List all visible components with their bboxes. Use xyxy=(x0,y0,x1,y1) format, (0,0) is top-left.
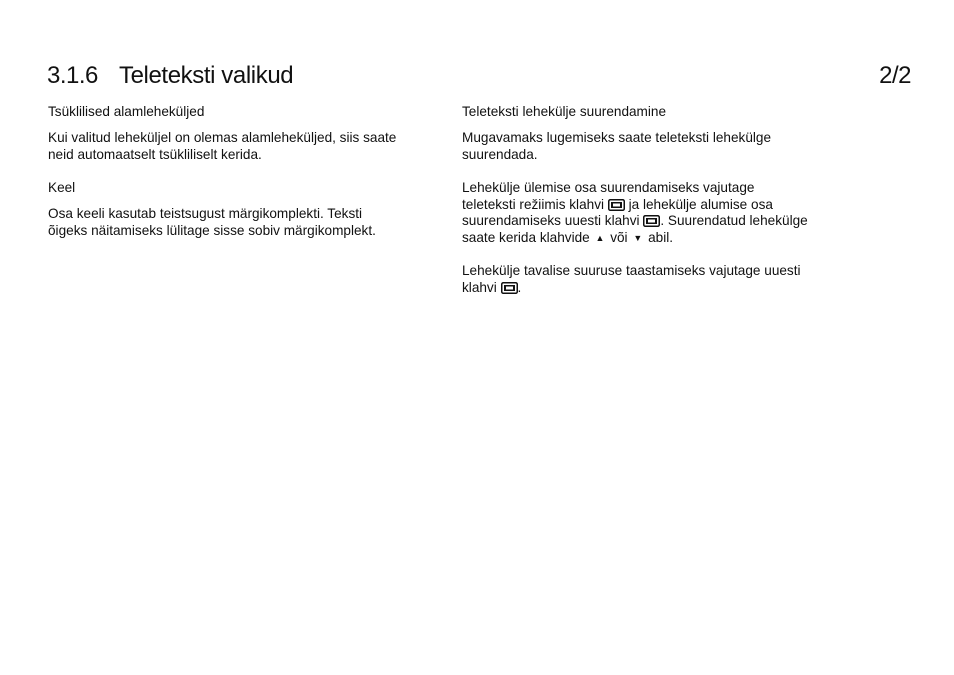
language-line-1: Osa keeli kasutab teistsugust märgikomplekti. Teksti xyxy=(48,206,363,221)
enlarge-line-2 xyxy=(462,197,852,214)
subpages-heading: Tsüklilised alamleheküljed xyxy=(48,104,205,119)
section-title: Teleteksti valikud xyxy=(119,62,294,89)
enlarge-line-3-b: . Suurendatud lehekülge xyxy=(660,213,808,228)
page-indicator: 2/2 xyxy=(879,62,911,89)
subpages-line-2: neid automaatselt tsükliliselt kerida. xyxy=(48,146,262,162)
language-heading: Keel xyxy=(48,180,76,195)
section-number: 3.1.6 xyxy=(47,62,98,89)
restore-line-2-a: klahvi xyxy=(462,279,497,295)
enlarge-line-4-b: või xyxy=(610,229,628,245)
zoom-key-icon xyxy=(501,282,518,294)
zoom-key-icon xyxy=(643,215,660,227)
language-line-2: õigeks näitamiseks lülitage sisse sobiv märgikomplekt. xyxy=(48,222,376,238)
enlarge-line-2-a: teleteksti režiimis klahvi xyxy=(462,196,605,212)
restore-line-2-b: . xyxy=(517,279,522,295)
enlarge-line-1: Lehekülje ülemise osa suurendamiseks vajutage xyxy=(462,180,755,195)
restore-line-1: Lehekülje tavalise suuruse taastamiseks vajutage uuesti xyxy=(462,263,801,278)
enlarge-instructions-paragraph xyxy=(462,180,852,246)
enlarge-line-2-b: ja lehekülje alumise osa xyxy=(628,196,773,212)
restore-line-2 xyxy=(462,280,852,297)
restore-paragraph xyxy=(462,263,852,296)
language-paragraph xyxy=(48,206,438,239)
zoom-key-icon xyxy=(608,199,625,211)
enlarge-heading: Teleteksti lehekülje suurendamine xyxy=(462,104,667,119)
down-arrow-icon: ▼ xyxy=(633,232,643,243)
enlarge-intro-line-2: suurendada. xyxy=(462,146,538,162)
subpages-paragraph xyxy=(48,130,438,163)
right-column xyxy=(462,104,852,306)
subpages-line-1: Kui valitud leheküljel on olemas alamleheküljed, siis saate xyxy=(48,130,397,145)
enlarge-line-3-a: suurendamiseks uuesti klahvi xyxy=(462,213,640,228)
enlarge-line-4 xyxy=(462,230,852,247)
enlarge-line-4-a: saate kerida klahvide xyxy=(462,229,590,245)
enlarge-line-4-c: abil. xyxy=(648,229,674,245)
enlarge-intro-paragraph xyxy=(462,130,852,163)
left-column xyxy=(48,104,438,249)
enlarge-line-3 xyxy=(462,213,852,230)
page-header xyxy=(47,60,911,94)
enlarge-intro-line-1: Mugavamaks lugemiseks saate teleteksti lehekülge xyxy=(462,130,772,145)
up-arrow-icon: ▲ xyxy=(595,232,605,243)
